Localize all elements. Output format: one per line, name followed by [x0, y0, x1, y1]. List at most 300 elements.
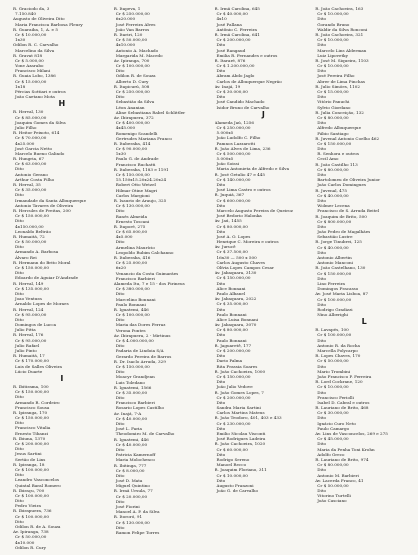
entry-line: Henrique C. Moreira e outros: [216, 239, 279, 245]
listing-entry: [215, 172, 313, 193]
entry-line: Dario Palma: [216, 358, 243, 364]
entry-address: Av. Ipiranga, 738: [13, 529, 49, 535]
entry-address: R. Jaguaretê, 177: [214, 342, 252, 348]
entry-line: Cr $ 63.000,00: [15, 161, 47, 167]
listing-entry: [114, 411, 212, 437]
listing-entry: [114, 141, 212, 167]
listing-entry: [13, 281, 111, 307]
entry-line: Margarida M. Macedo: [115, 52, 163, 58]
entry-line: Cr $ 380.000,00: [115, 286, 150, 292]
entry-line: Cr $ 95.000,00: [15, 311, 47, 317]
entry-line: Dito: [15, 270, 24, 276]
entry-line: Armando R. Cordeiro: [15, 399, 60, 405]
listing-entry: [315, 353, 413, 379]
entry-line: Cr $ 100.000,00: [115, 312, 150, 318]
entry-line: Paulo Albanel: [216, 290, 246, 296]
listing-entry: [13, 436, 111, 462]
entry-address: R. Itapeva, 1: [113, 6, 141, 11]
listing-entry: [114, 58, 212, 84]
entry-address: R. Herval, 35: [13, 182, 41, 187]
entry-line: Cr $ 15.000,00: [15, 78, 47, 84]
entry-address: R. Ibiraçu, 700: [13, 487, 45, 493]
entry-line: Carlos de Albuquerque Negrão: [216, 78, 282, 84]
entry-line: Odilon R. Cury: [15, 544, 47, 550]
entry-line: Cr $ 15.000,00: [317, 89, 349, 94]
entry-line: Joaquim Gomes da Silva: [15, 119, 66, 125]
listing-entry: [215, 270, 313, 296]
entry-line: Marcelino da Silva: [15, 47, 55, 53]
entry-address: Av. Lins de Vasconcelos, 269 e 275: [315, 431, 388, 436]
entry-line: Manoel A. P. da Silva: [115, 509, 160, 515]
entry-line: Arthur Costa Filho: [15, 176, 55, 182]
entry-address: Alameda Itu, 7 e 15 - dos Pirineus: [113, 280, 185, 286]
entry-line: Antonio Gerano: [15, 171, 48, 177]
entry-line: João Soissi: [216, 161, 240, 167]
entry-line: Cr $ 140.000,00: [216, 176, 251, 182]
entry-line: Alice Luisa Bonnani: [216, 316, 259, 322]
entry-line: Dito: [216, 94, 226, 100]
entry-line: Francisco Feriolli: [317, 394, 354, 400]
entry-line: Luis Toledano: [115, 379, 145, 385]
listing-entry: [13, 488, 111, 509]
entry-line: Dito: [115, 239, 125, 245]
listing-entry: [13, 384, 111, 410]
listing-entry: [13, 73, 111, 99]
entry-line: Antonio R. da Rocha: [317, 342, 361, 348]
entry-address: R. João Cachoeira, 163: [315, 6, 364, 11]
column-3: [215, 6, 313, 555]
entry-line: Antonio A. Machado: [115, 47, 159, 53]
entry-address: R. Lopes Chaves, 170: [315, 353, 361, 359]
entry-line: José Candido Machado: [216, 99, 265, 105]
entry-line: Bartolomeu de Oliveira Junior: [317, 177, 381, 183]
listing-entry: [315, 110, 413, 136]
entry-line: Dito: [216, 425, 226, 431]
entry-line: Antonio M. Barbieri: [317, 472, 359, 478]
entry-line: Dito: [15, 290, 24, 296]
entry-line: Dito: [216, 379, 226, 385]
entry-line: Maria Molochenco: [115, 457, 155, 463]
entry-line: Cr $ 8.000,00: [115, 467, 145, 473]
entry-line: Aline Sebastiana Rabel Schlittler: [115, 109, 186, 115]
entry-line: Cr $ 25.000,00: [115, 260, 148, 266]
entry-address: R. Guaraiba, 1, A. e 5: [13, 26, 58, 32]
listing-entry: [215, 32, 313, 58]
listing-entry: [114, 281, 212, 307]
entry-line: Cr $ 500.000,00: [216, 150, 251, 156]
entry-line: Alberto D. Cury: [115, 78, 149, 84]
entry-line: José Garcia Netto: [15, 145, 53, 151]
entry-address: R. Juvenal Antonio Coelho 462: [315, 135, 380, 141]
column-2: [114, 6, 212, 555]
entry-address: R. Herval, 130: [13, 109, 44, 115]
entry-line: Cr $ 50.000,00: [317, 358, 349, 364]
entry-line: Cr $ 40.000,00: [115, 415, 148, 421]
entry-address: R. José M. Siqueira, 1103: [315, 57, 369, 63]
entry-line: Dito: [216, 332, 226, 338]
listing-entry: [13, 27, 111, 43]
entry-address: R. Itaberaba, 1183 e 1191: [113, 166, 169, 172]
entry-line: Cr $ 100.000,00: [317, 296, 352, 302]
entry-line: Dito: [317, 16, 327, 22]
listing-entry: [114, 167, 212, 198]
entry-line: Quintal Baral Romero: [15, 482, 61, 488]
entry-address: Av. Ibirapuera, 372: [113, 114, 154, 120]
entry-line: 4x10.000: [15, 539, 35, 545]
entry-line: Isabel D. Cabral e outros: [317, 399, 370, 405]
listing-entry: [315, 58, 413, 84]
listing-entry: [215, 467, 313, 493]
entry-line: Cr $ 37.500,00: [216, 249, 248, 255]
entry-line: Cr $ 40.000,00: [317, 244, 349, 250]
entry-address: R. Heitor Peixoto, 614: [13, 130, 60, 136]
entry-line: Marcella Polycarpo: [317, 348, 358, 353]
entry-line: Maria da Penha Toni Krohn: [317, 446, 375, 452]
entry-line: Marcelo Bueno Galindo: [15, 150, 65, 156]
entry-address: R. Irmã Carolina, 645: [214, 6, 260, 11]
listing-entry: [13, 529, 111, 550]
entry-line: Francisco Sousa: [15, 404, 50, 410]
section-letter: I: [60, 373, 64, 383]
listing-entry: [13, 53, 111, 74]
entry-line: Dito: [216, 182, 226, 187]
entry-line: Rodrigo Sereno: [216, 456, 250, 462]
entry-line: José Pereira Filho: [317, 73, 355, 79]
entry-address: Av. Inajá, 19: [214, 83, 241, 89]
listing-entry: [315, 457, 413, 478]
listing-entry: [215, 322, 313, 343]
listing-entry: [114, 6, 212, 32]
entry-line: Dito: [317, 467, 327, 473]
entry-line: Leonaldo Beltrão: [15, 228, 51, 234]
entry-address: R. Iguatemi, 1566: [113, 384, 152, 390]
listing-entry: [114, 224, 212, 255]
entry-address: Av. Jabaquara, 3070: [214, 322, 257, 328]
entry-address: R. Ibitinga, 777: [113, 462, 147, 468]
entry-line: Léon Ananian: [115, 104, 145, 110]
entry-address: R. Humaitá, 72: [13, 233, 45, 239]
listing-entry: [13, 508, 111, 529]
entry-line: Dito: [115, 94, 125, 100]
entry-line: Paulo Camargo: [317, 425, 350, 431]
listing-entry: [215, 369, 313, 390]
entry-line: Odilon R. de A. Souza: [15, 524, 61, 529]
entry-address: R. Guaia Lobo, 1386: [13, 73, 56, 79]
entry-address: R. Herval, 176: [13, 332, 44, 338]
entry-line: Maria Antonieta de Alfredo e Silva: [216, 166, 290, 172]
entry-line: Ranés Almeida: [115, 213, 148, 219]
entry-line: Rosario Lopes Castilho: [115, 405, 164, 411]
listing-entry: [315, 478, 413, 504]
entry-line: Dito: [115, 369, 125, 375]
listing-entry: [114, 359, 212, 385]
entry-line: Moacyr Grandjean: [115, 374, 155, 380]
entry-line: Cr $ 30.000,00: [317, 410, 349, 416]
entry-line: Dito: [317, 120, 327, 126]
entry-line: 1x18: [15, 83, 26, 89]
entry-line: Cr $ 50.000,00: [317, 482, 349, 488]
entry-line: Cr $ 80.000,00: [317, 166, 349, 172]
listing-entry: [114, 198, 212, 224]
entry-line: Cr $ 100.000,00: [15, 466, 50, 472]
entry-line: Ramon Felipe Torres: [115, 529, 160, 535]
entry-line: João Casciano: [317, 498, 347, 504]
entry-line: Alfredo Albuquerque: [317, 125, 362, 131]
listing-entry: [215, 218, 313, 244]
entry-line: José Lima Castro e outros: [216, 187, 271, 193]
entry-line: Rodrigo Gradizzi: [317, 306, 353, 312]
entry-line: Luis de Salles Oliveira: [15, 363, 62, 369]
entry-address: R. Juvenal, 475: [315, 187, 348, 193]
entry-line: Julio Pitta: [15, 327, 36, 333]
entry-line: Miguel Quintino: [115, 483, 150, 489]
entry-line: João G. de Carvalho: [216, 488, 258, 494]
entry-line: Cr $ 130.000,00: [115, 519, 150, 525]
entry-line: 16x30 — 500 x 500: [216, 254, 257, 260]
entry-address: R. Iguatemi, 446: [113, 306, 149, 312]
entry-line: Marcelo Augusto Pereira de Queiroz: [216, 207, 293, 213]
entry-line: Carlos Margioni: [115, 192, 150, 198]
listing-entry: [315, 162, 413, 188]
entry-line: Ernesto Tibanzi: [15, 430, 49, 436]
listing-entry: [315, 265, 413, 291]
listing-entry: [13, 462, 111, 488]
entry-line: José Fiorini: [115, 504, 140, 509]
entry-line: Dito: [216, 202, 226, 208]
entry-line: Cecil Amo: [317, 156, 339, 162]
entry-line: Dito: [317, 337, 327, 343]
entry-line: Dito: [317, 223, 327, 229]
entry-address: R. Itariri, 120: [113, 31, 143, 37]
entry-line: Dito: [317, 488, 327, 494]
entry-line: Cr $ 150.000,00: [115, 363, 150, 369]
entry-line: João Carlos Domingues: [317, 182, 367, 188]
entry-line: 6x20.000: [115, 16, 136, 22]
entry-line: Marcelo Lins Alderman: [317, 47, 367, 53]
entry-line: Dito: [15, 166, 24, 172]
entry-line: Isidor Bruno de Carvalho: [216, 104, 270, 110]
entry-line: Cr $ 150.000,00: [317, 140, 352, 146]
entry-line: Francisco Barbieri: [115, 400, 155, 406]
entry-address: R. Ipiranga, 170: [13, 409, 48, 415]
entry-line: Cr $ 35.000,00: [115, 389, 148, 395]
entry-address: R. Dr. Isaclo Arruda, 329: [113, 358, 166, 364]
entry-line: Dito: [317, 172, 327, 177]
listing-entry: [13, 353, 111, 374]
entry-line: Ernesto Toscani: [115, 218, 150, 224]
entry-line: Dito: [216, 42, 226, 48]
entry-line: Antonio Manconi: [317, 260, 353, 266]
entry-line: Domingos Fracasso: [317, 286, 359, 292]
listing-entry: [13, 42, 111, 52]
entry-line: José Pallana: [216, 21, 242, 27]
entry-line: 5.000x5: [216, 130, 234, 136]
entry-line: Dito: [115, 343, 125, 349]
listing-entry: [215, 6, 313, 32]
entry-line: 6x20: [115, 265, 126, 271]
entry-address: Av. José Maria Lisboa, 87: [315, 291, 369, 297]
entry-line: Dito: [317, 146, 327, 152]
listing-entry: [13, 307, 111, 333]
entry-address: R. Juquiá, 367: [214, 192, 245, 198]
entry-line: João Julio Vedove: [216, 384, 253, 390]
listing-entry: [13, 234, 111, 260]
entry-line: Augusto Franzoni: [216, 482, 254, 488]
entry-line: Armelina Maurício: [115, 244, 155, 250]
entry-line: Cr $ 100.000,00: [15, 513, 50, 519]
listing-entry: [13, 410, 111, 436]
entry-line: Yone Azarabo: [15, 63, 44, 69]
listing-entry: [315, 291, 413, 317]
listing-entry: [215, 441, 313, 467]
entry-line: Waldir da Silva Ronconi: [317, 26, 368, 32]
entry-address: R. Jorge Tinubrei, 125: [315, 239, 362, 245]
entry-line: 4x10.000: [115, 42, 136, 48]
entry-line: Olívia Lopes Campos Cesar: [216, 265, 274, 270]
entry-line: Antonio Albertin: [317, 255, 352, 260]
entry-line: Dito: [115, 524, 125, 530]
entry-line: Cr $ 200.000,00: [216, 348, 251, 353]
entry-line: Emilia R. Fernandes e outros: [216, 52, 278, 58]
entry-address: Av. Ibirapuera, 2 - Mirtinus: [113, 332, 171, 338]
listing-entry: [13, 109, 111, 130]
entry-line: Antônio C. Ferreira: [216, 26, 257, 32]
listing-entry: [315, 6, 413, 32]
entry-line: Cr $ 90.000,00: [115, 146, 148, 152]
entry-line: Dito: [15, 218, 24, 224]
listing-entry: [114, 307, 212, 333]
entry-line: Marcelino Bonnani: [115, 296, 156, 302]
entry-line: 4x10: [216, 16, 227, 22]
listing-entry: [215, 146, 313, 172]
entry-line: Abrer de Lima Pinchas: [317, 78, 366, 84]
entry-line: Cr $ 150.000,00: [15, 389, 50, 395]
listing-entry: [114, 84, 212, 115]
entry-address: R. Ibiuna, 1370: [13, 435, 46, 441]
entry-address: R. Gravat 818: [13, 52, 43, 58]
entry-address: R. Irmã Ursula, 77: [113, 488, 153, 494]
entry-line: Dito: [115, 421, 125, 426]
entry-line: Cr $ 80.000,00: [216, 223, 248, 229]
entry-line: Álvaro Rei: [15, 254, 37, 260]
entry-line: Paulo Bonnani: [115, 301, 146, 307]
entry-line: Cr $ 150.000,00: [216, 275, 251, 281]
entry-line: Cr $ 150.000,00: [15, 265, 50, 270]
entry-line: José Bedorio Halonka: [216, 213, 262, 219]
entry-address: R. Isaurio de Araujo, 325: [113, 197, 167, 203]
entry-line: Julio Filho: [15, 124, 37, 130]
entry-line: João Ludolfo C. Filho: [216, 135, 261, 141]
entry-line: Patricia Kamernoff: [115, 452, 156, 458]
entry-line: Cr $ 65.000,00: [115, 229, 148, 235]
entry-line: Irmandade da Santa Albuquerque: [15, 197, 87, 203]
entry-line: Cr $ 4.000.000,00: [115, 338, 154, 343]
entry-address: R. Lord Cockrane, 120: [315, 379, 363, 385]
entry-address: R. Itororó, 91: [113, 514, 143, 520]
entry-line: João Pedro de Magalhães: [317, 229, 371, 235]
entry-line: Dito: [15, 244, 24, 250]
listing-entry: [13, 260, 111, 281]
entry-address: R. Graciodo da, 3: [13, 6, 50, 11]
entry-address: R. Herval, 124: [13, 306, 44, 312]
entry-line: Dito: [317, 441, 327, 447]
entry-line: Cr $ 150.000,00: [317, 270, 352, 276]
entry-line: Lúcio Duarte: [15, 368, 43, 374]
listing-entry: [215, 84, 313, 110]
entry-line: Dito: [115, 395, 125, 401]
listing-entry: [114, 115, 212, 141]
entry-line: Gorando Bruno: [317, 21, 350, 27]
entry-address: R. Lauriano de Brito, 974: [315, 456, 369, 462]
entry-address: R. Lauriano de Brito, 468: [315, 405, 369, 411]
entry-line: Padaria de Lindoia S/A: [115, 348, 164, 354]
listing-entry: [13, 182, 111, 208]
entry-line: Cr $ 35.000,00: [216, 301, 248, 307]
entry-line: Cr $ 40.000,00: [317, 192, 349, 198]
entry-line: Carlos Martins Mateus: [216, 410, 265, 416]
entry-line: José Rangaud: [216, 47, 246, 53]
listing-entry: [315, 188, 413, 214]
entry-line: Cr $ 150.000,00: [216, 373, 251, 379]
entry-line: Dito: [15, 420, 24, 426]
entry-line: Dito: [115, 317, 125, 323]
listing-entry: [114, 437, 212, 463]
entry-line: Maria Francisca Barbosa Fleury: [15, 21, 83, 27]
entry-address: Av. Jaú, 1455: [214, 218, 242, 224]
entry-address: R. Iguatemi, 446: [113, 436, 149, 442]
entry-address: R. João Cachoeira, 321: [315, 31, 364, 37]
entry-line: Theodomiro M. de Carvalho: [115, 431, 175, 437]
entry-line: Sylvio Giordano: [317, 104, 351, 110]
entry-address: R. João Teodoro, 401, 403 e 433: [214, 415, 282, 421]
entry-address: R. Julia Conceição, 132: [315, 109, 364, 115]
entry-line: Vitorino Turtelli: [317, 493, 351, 499]
entry-line: 5.000x5: [216, 156, 234, 162]
listing-entry: [215, 415, 313, 441]
entry-line: Francisco de S. Arruda Beitel: [317, 208, 380, 214]
listing-entry: [215, 58, 313, 84]
entry-line: Cr $ 800.000,00: [317, 218, 352, 224]
entry-line: Maria das Dores Ferraz: [115, 322, 166, 328]
entry-line: Joao Ventura: [15, 296, 42, 302]
entry-line: Edoardo de Aguiar D'Andrade: [15, 275, 79, 281]
listing-entry: [315, 84, 413, 110]
entry-line: Cr $ 5.000,00: [15, 57, 44, 63]
entry-line: Abram Abdo Jaglo: [216, 73, 255, 79]
entry-line: Cr $ 45.000,00: [317, 436, 349, 442]
entry-address: Av. Ipiranga, 700: [113, 57, 150, 63]
entry-line: Dito: [317, 42, 327, 48]
entry-address: R. João Cachoeira, 1020: [214, 441, 266, 447]
entry-line: Dito: [317, 94, 327, 100]
entry-line: Paulo Bonnani: [216, 337, 247, 343]
entry-line: João Francisco P. Ferreira: [317, 373, 372, 379]
entry-address: Av. Lacerda Franco, 41: [315, 477, 364, 483]
entry-line: Luiz Lipovetky: [317, 52, 348, 58]
entry-address: Av. Inajá, 7-A: [113, 410, 142, 416]
entry-address: R. Humaitá, 17: [13, 353, 45, 359]
listing-entry: [215, 390, 313, 416]
entry-line: Sebastião da Silva: [115, 99, 155, 105]
entry-line: Nino Alberighi: [317, 312, 348, 318]
entry-line: Alice Bonnani: [216, 285, 246, 291]
entry-line: Cr $ 135.000,00: [15, 285, 50, 291]
entry-line: Julio Pinto: [15, 348, 37, 353]
section-letter: J: [261, 109, 265, 119]
entry-line: Sandra Maria Sartini: [216, 405, 261, 411]
entry-line: José L. Faria: [115, 426, 142, 432]
entry-line: Dito: [317, 249, 327, 255]
